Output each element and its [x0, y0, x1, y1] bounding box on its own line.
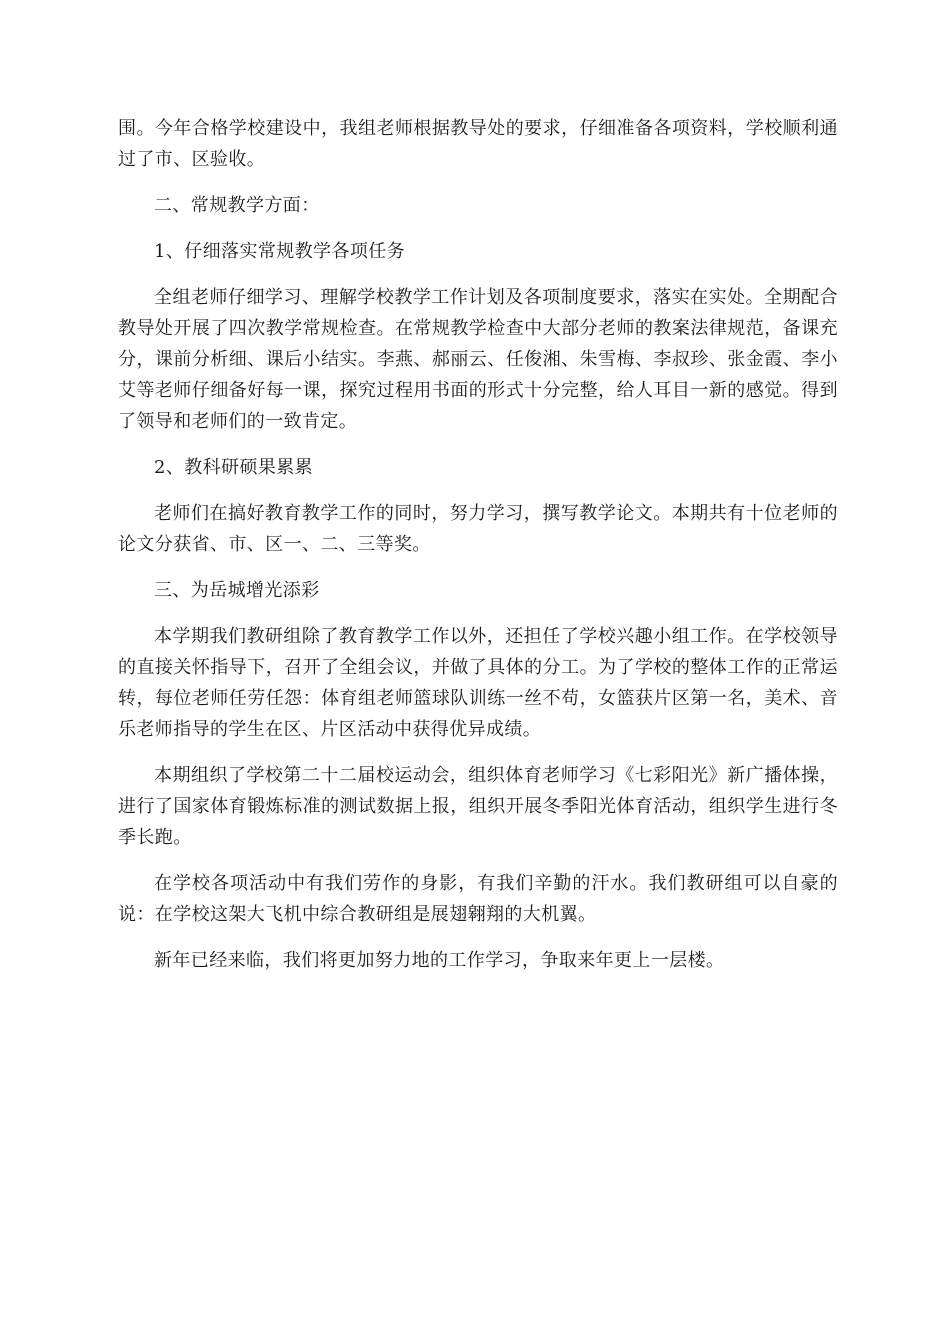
paragraph-sports-meeting: 本期组织了学校第二十二届校运动会，组织体育老师学习《七彩阳光》新广播体操，进行了国家体育锻炼标准的测试数据上报，组织开展冬季阳光体育活动，组织学生进行冬季长跑。	[118, 765, 838, 848]
paragraph-new-year: 新年已经来临，我们将更加努力地的工作学习，争取来年更上一层楼。	[154, 950, 725, 971]
section-heading-yuecheng: 三、为岳城增光添彩	[154, 580, 320, 601]
paragraph-continued: 围。今年合格学校建设中，我组老师根据教导处的要求，仔细准备各项资料，学校顺利通过了市、区验收。	[118, 118, 838, 170]
subheading-research-results: 2、教科研硕果累累	[154, 457, 314, 478]
paragraph-interest-groups: 本学期我们教研组除了教育教学工作以外，还担任了学校兴趣小组工作。在学校领导的直接关怀指导下，召开了全组会议，并做了具体的分工。为了学校的整体工作的正常运转，每位老师任劳任怨：体育组老师篮球队训练一丝不苟，女篮获片区第一名，美术、音乐老师指导的学生在区、片区活动中获得优异成绩。	[118, 626, 838, 740]
paragraph-school-activities: 在学校各项活动中有我们劳作的身影，有我们辛勤的汗水。我们教研组可以自豪的说：在学校这架大飞机中综合教研组是展翅翱翔的大机翼。	[118, 873, 838, 925]
subheading-routine-tasks: 1、仔细落实常规教学各项任务	[154, 241, 406, 262]
paragraph-routine-tasks: 全组老师仔细学习、理解学校教学工作计划及各项制度要求，落实在实处。全期配合教导处开展了四次教学常规检查。在常规教学检查中大部分老师的教案法律规范，备课充分，课前分析细、课后小结实。李燕、郝丽云、任俊湘、朱雪梅、李叔珍、张金霞、李小艾等老师仔细备好每一课，探究过程用书面的形式十分完整，给人耳目一新的感觉。得到了领导和老师们的一致肯定。	[118, 287, 838, 432]
document-page	[118, 113, 838, 991]
paragraph-research-results: 老师们在搞好教育教学工作的同时，努力学习，撰写教学论文。本期共有十位老师的论文分获省、市、区一、二、三等奖。	[118, 503, 838, 555]
section-heading-routine-teaching: 二、常规教学方面：	[154, 195, 320, 216]
